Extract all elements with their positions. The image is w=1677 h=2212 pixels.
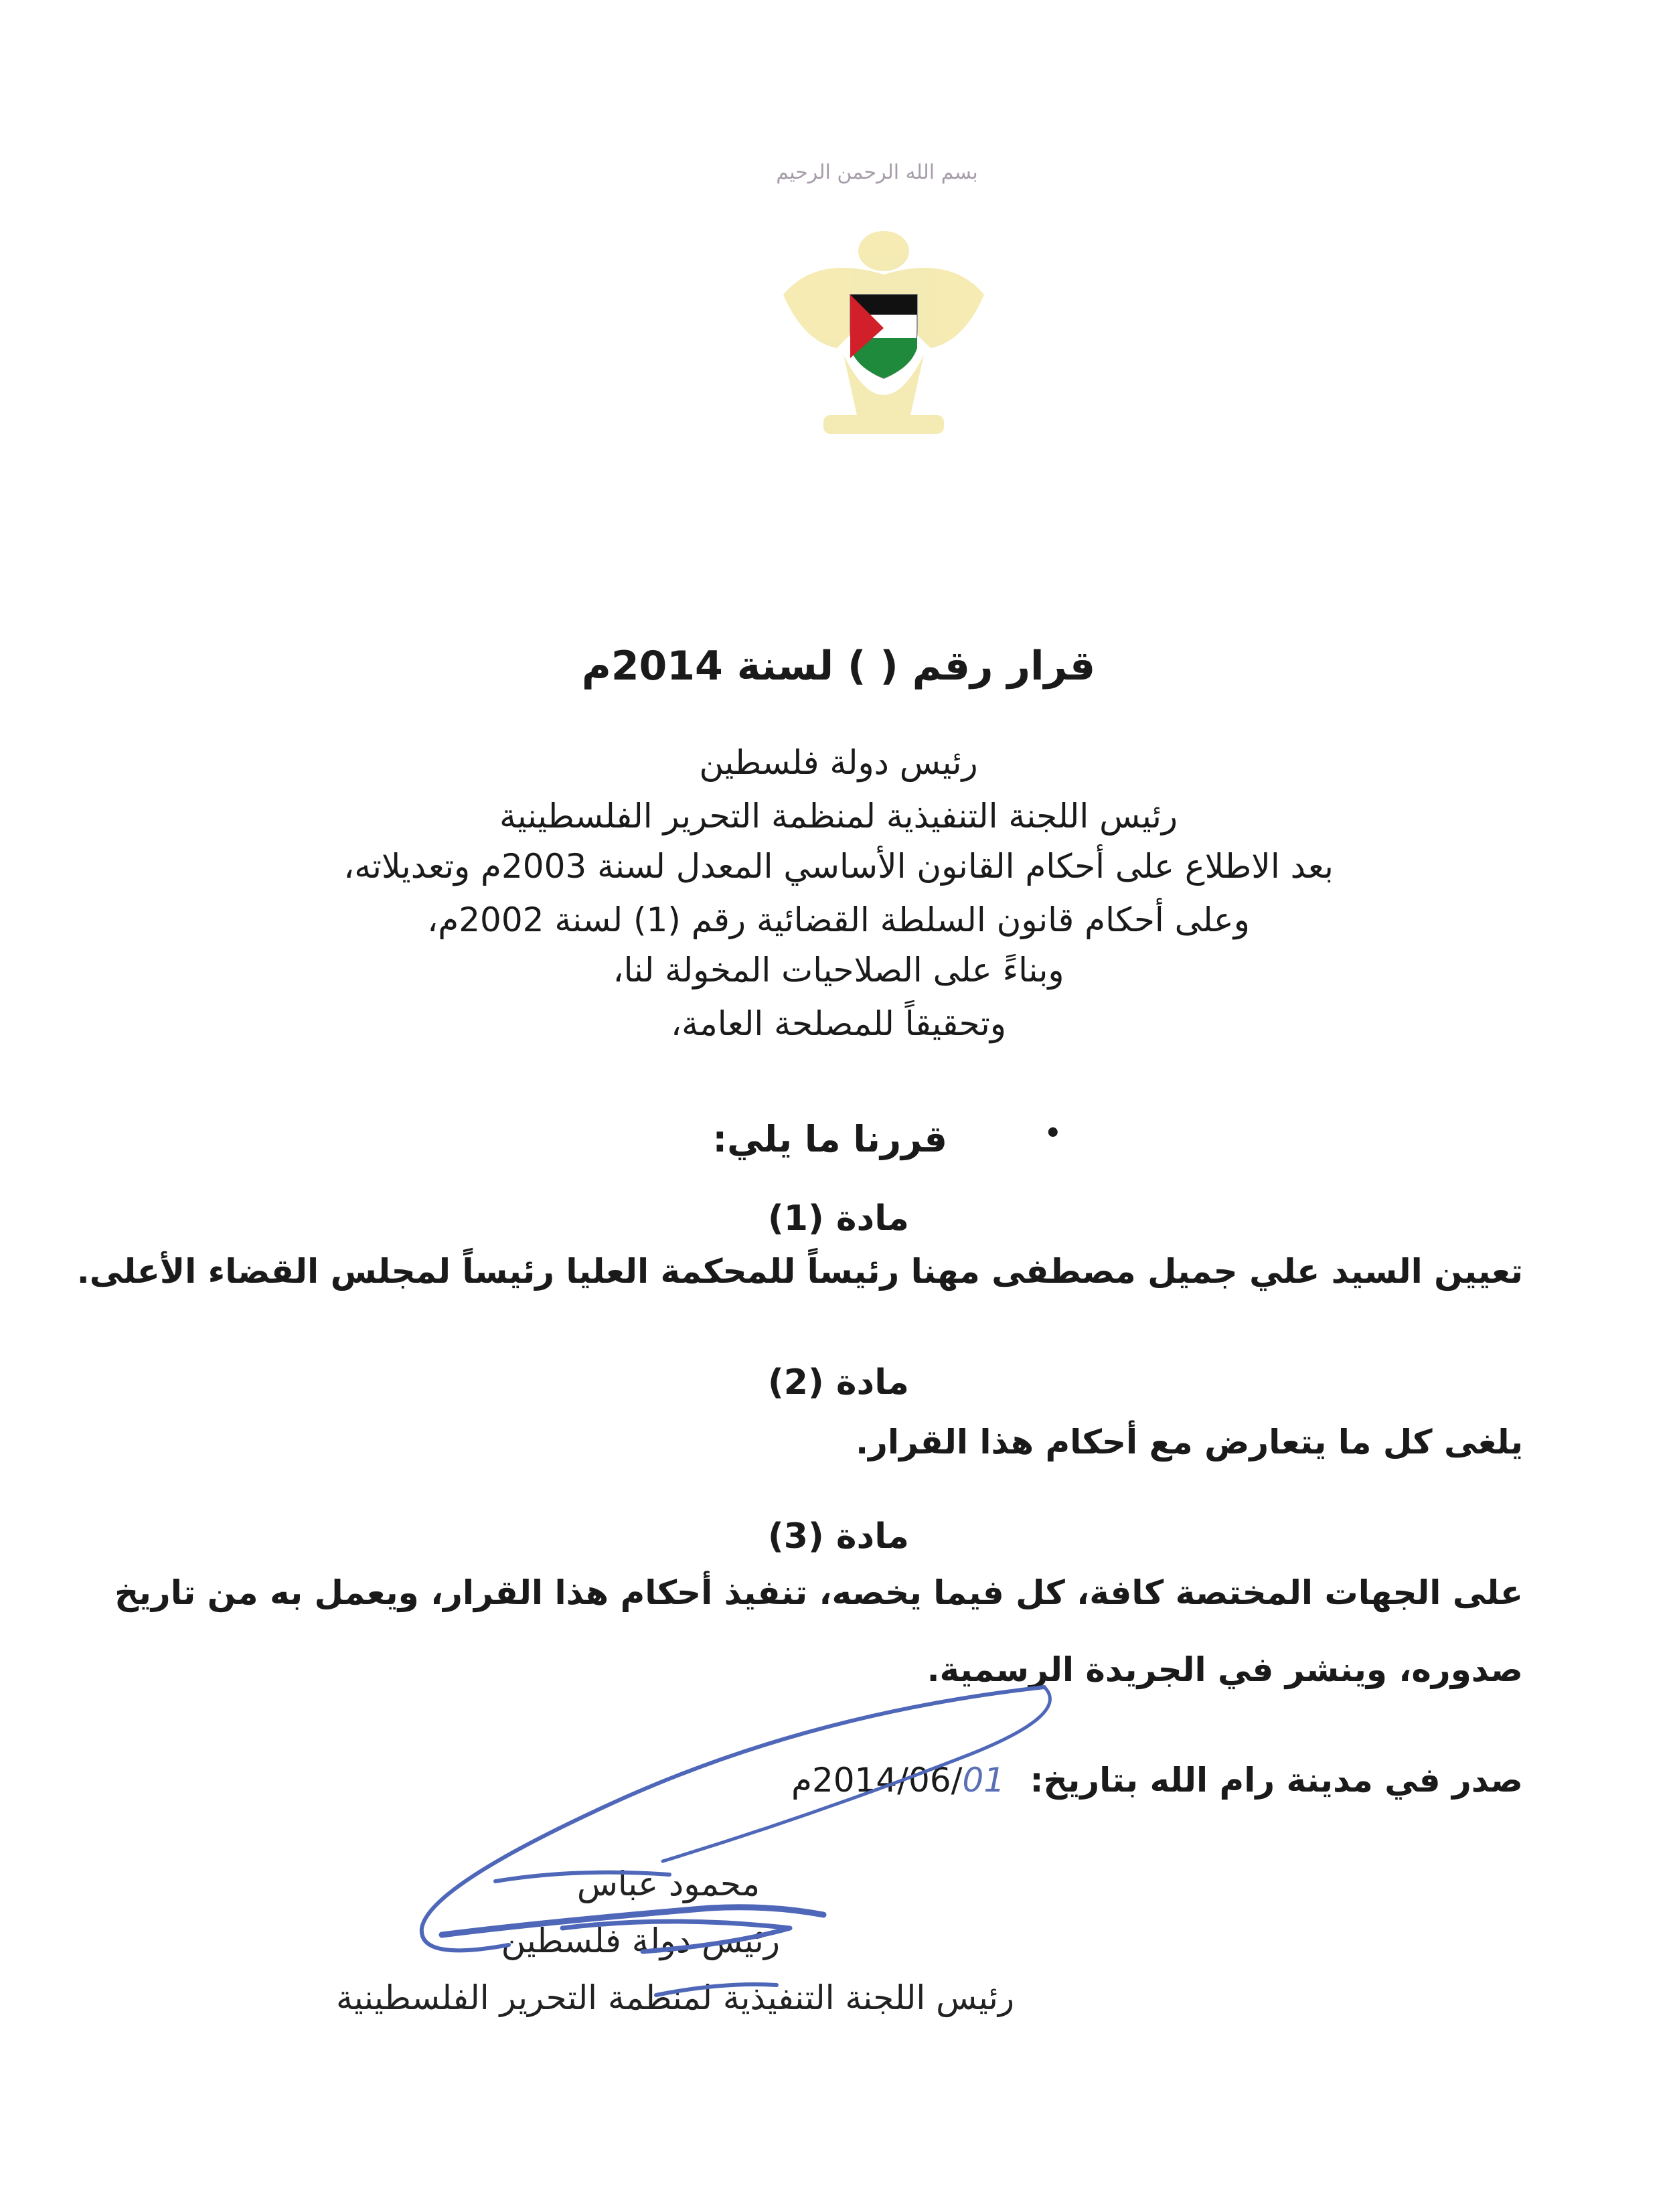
issued-date (812, 1761, 1005, 1800)
issued-date-day: 01 (962, 1761, 1006, 1800)
basmala-header: بسم الله الرحمن الرحيم (776, 161, 978, 184)
article-2-heading: مادة (2) (768, 1362, 909, 1403)
preamble-president-title: رئيس دولة فلسطين (699, 743, 978, 782)
signatory-title-president: رئيس دولة فلسطين (501, 1921, 780, 1960)
issued-date-year-month: 2014/06/ (811, 1761, 963, 1800)
preamble-public-interest: وتحقيقاً للمصلحة العامة، (671, 1004, 1006, 1043)
issued-date-suffix: م (791, 1761, 812, 1800)
signatory-name: محمود عباس (576, 1865, 760, 1903)
preamble-plo-title: رئيس اللجنة التنفيذية لمنظمة التحرير الفلسطينية (499, 797, 1178, 836)
article-3-text-line2: صدوره، وينشر في الجريدة الرسمية. (927, 1650, 1523, 1689)
signatory-title-plo: رئيس اللجنة التنفيذية لمنظمة التحرير الفلسطينية (335, 1978, 1014, 2017)
article-1-text: تعيين السيد علي جميل مصطفى مهنا رئيساً للمحكمة العليا رئيساً لمجلس القضاء الأعلى. (76, 1252, 1523, 1291)
article-2-text: يلغى كل ما يتعارض مع أحكام هذا القرار. (856, 1423, 1523, 1462)
preamble-basic-law: بعد الاطلاع على أحكام القانون الأساسي المعدل لسنة 2003م وتعديلاته، (343, 847, 1334, 886)
issued-label: صدر في مدينة رام الله بتاريخ: (1030, 1761, 1523, 1800)
resolved-bullet: • (1044, 1118, 1062, 1149)
article-3-heading: مادة (3) (768, 1516, 909, 1557)
article-1-heading: مادة (1) (768, 1198, 909, 1239)
decision-title: قرار رقم ( ) لسنة 2014م (581, 643, 1096, 690)
resolved-label: قررنا ما يلي: (712, 1118, 947, 1160)
issued-statement (791, 1761, 1523, 1800)
preamble-powers: وبناءً على الصلاحيات المخولة لنا، (613, 951, 1064, 990)
palestinian-emblem-icon (777, 214, 991, 442)
article-3-text-line1: على الجهات المختصة كافة، كل فيما يخصه، تنفيذ أحكام هذا القرار، ويعمل به من تاريخ (114, 1573, 1523, 1612)
preamble-judicial-law: وعلى أحكام قانون السلطة القضائية رقم (1) لسنة 2002م، (427, 900, 1250, 939)
